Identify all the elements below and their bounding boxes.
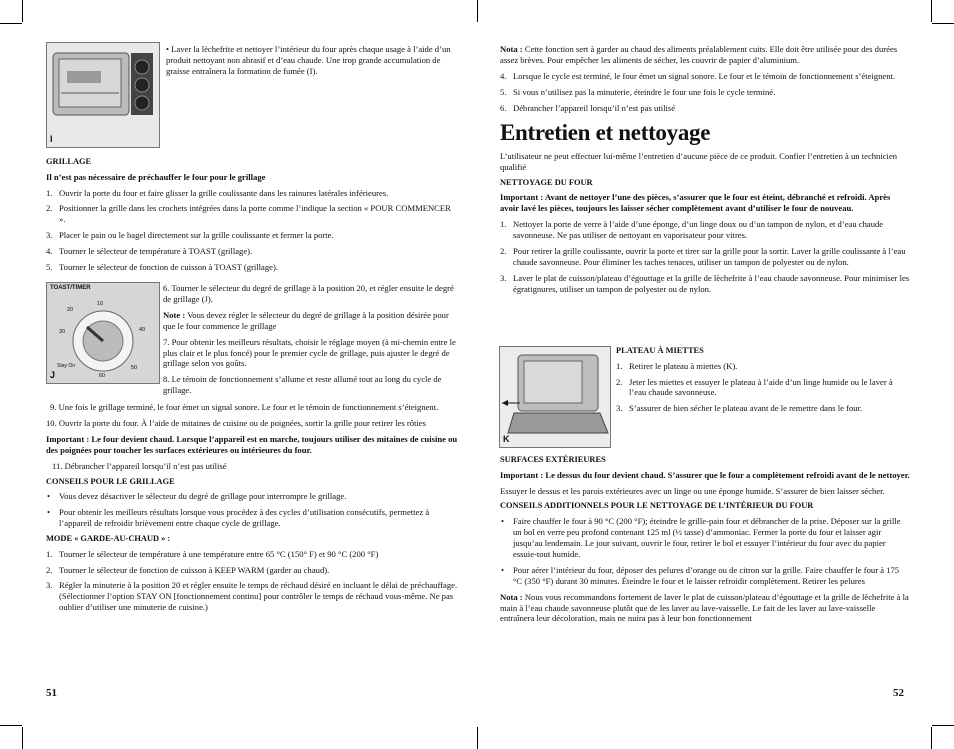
- note-text: Cette fonction sert à garder au chaud des aliments préalablement cuits. Elle doit être utilisée pour des durées assez brèves. Pour empêcher les aliments de sécher, les couvrir de papier d’aluminium.: [500, 44, 898, 65]
- tips-heading: CONSEILS POUR LE GRILLAGE: [46, 476, 175, 486]
- fig-i-text: [166, 44, 458, 82]
- dial-tick: 40: [139, 327, 146, 333]
- step-number: 5.: [500, 86, 507, 97]
- step-text: S’assurer de bien sécher le plateau avant de le remettre dans le four.: [629, 403, 863, 414]
- step-text: Tourner le sélecteur de fonction de cuisson à TOAST (grillage).: [59, 262, 278, 273]
- page-number-right: 52: [893, 687, 904, 699]
- oven-illustration-i: [46, 42, 160, 148]
- step-text: Nettoyer la porte de verre à l’aide d’une éponge, d’un linge doux ou d’un tampon de nylon, et d’eau chaude savonneuse. Ne pas utiliser de nettoyant en vaporisateur pour vitres.: [513, 219, 884, 241]
- crop-mark: [22, 727, 23, 749]
- note-bottom: [500, 592, 910, 625]
- step-number: 2.: [46, 564, 53, 575]
- left-column: [46, 157, 458, 278]
- step-text: Retirer le plateau à miettes (K).: [629, 360, 738, 371]
- crop-mark: [22, 0, 23, 22]
- list-item: [46, 565, 458, 576]
- right-column-lower: [500, 455, 910, 629]
- crumb-heading: PLATEAU À MIETTES: [616, 346, 704, 355]
- crop-mark: [931, 0, 932, 22]
- step-10: 10. Ouvrir la porte du four. À l’aide de mitaines de cuisine ou de poignées, sortir la grille pour retirer les rôties: [46, 417, 426, 428]
- warm-heading: MODE « GARDE-AU-CHAUD » :: [46, 533, 171, 543]
- dial-tick: 60: [99, 373, 106, 379]
- step-text: Jeter les miettes et essuyer le plateau à l’aide d’un linge humide ou le laver à l’eau chaude savonneuse.: [629, 376, 893, 398]
- step-number: 3.: [46, 230, 53, 241]
- step-number: 1.: [46, 548, 53, 559]
- list-item: [500, 87, 910, 98]
- grill-steps: [46, 188, 458, 273]
- clean-heading: NETTOYAGE DU FOUR: [500, 177, 593, 187]
- note-text: Vous devez régler le sélecteur du degré de grillage à la position désirée pour que le four commence le grillage: [163, 309, 449, 331]
- note-top: [500, 44, 910, 66]
- step-number: 2.: [616, 376, 623, 387]
- list-item: [500, 71, 910, 82]
- list-item: [46, 230, 458, 241]
- step-number: 4.: [500, 70, 507, 81]
- left-column-lower: [46, 402, 458, 618]
- toast-timer-dial-j: [46, 282, 160, 384]
- crop-mark: [0, 23, 22, 24]
- step-number: 5.: [46, 262, 53, 273]
- crumb-tray-illustration-k: [499, 346, 611, 448]
- list-item: [46, 188, 458, 199]
- intro-text: L’utilisateur ne peut effectuer lui-même l’entretien d’aucune pièce de ce produit. Confier l’entretien à un technicien qualifié: [500, 150, 898, 172]
- grill-note: Il n’est pas nécessaire de préchauffer le four pour le grillage: [46, 171, 266, 182]
- step-text: Tourner le sélecteur de fonction de cuisson à KEEP WARM (garder au chaud).: [59, 564, 330, 575]
- list-item: [46, 203, 458, 225]
- list-item: [46, 580, 458, 613]
- crop-mark: [0, 725, 22, 726]
- dial-tick: 30: [59, 329, 66, 335]
- important-hot: Important : Le four devient chaud. Lorsque l’appareil est en marche, toujours utiliser des mitaines de cuisine ou des poignées pour toucher les surfaces extérieures ou intérieures du four.: [46, 433, 458, 455]
- important-clean: Important : Avant de nettoyer l’une des pièces, s’assurer que le four est éteint, débranché et refroidi. Après avoir lavé les pièces, toujours les laisser sécher complètement avant d’utiliser le four de nouveau.: [500, 192, 891, 214]
- crop-mark: [477, 727, 478, 749]
- crop-mark: [931, 727, 932, 749]
- step-8: 8. Le témoin de fonctionnement s’allume et reste allumé tout au long du cycle de grillage.: [163, 374, 442, 396]
- dial-tick: 10: [97, 301, 104, 307]
- dial-stay-on: Stay On: [57, 363, 76, 369]
- step-text: Ouvrir la porte du four et faire glisser la grille coulissante dans les rainures latérales inférieures.: [59, 187, 389, 198]
- list-item: [616, 403, 908, 414]
- step-text: Si vous n’utilisez pas la minuterie, éteindre le four une fois le cycle terminé.: [513, 86, 776, 97]
- note-text: Nous vous recommandons fortement de laver le plat de cuisson/plateau d’égouttage et la grille de lèchefrite à la main à l’eau chaude savonneuse plutôt que de les laver au lave-vaisselle. Le fait de les laver au lave-vaisselle entraînera leur décoloration, mais ne nuira pas à leur bon fonctionnement: [500, 591, 909, 624]
- list-item: [616, 377, 908, 399]
- page-number-left: 51: [46, 687, 57, 699]
- figure-label: I: [50, 133, 53, 144]
- section-title: Entretien et nettoyage: [500, 119, 711, 145]
- list-item: • Faire chauffer le four à 90 °C (200 °F); éteindre le grille-pain four et débrancher de la prise. Déposer sur la grille un bol en verre peu profond contenant 125 ml (½ tasse) d’ammoniac. Fermer la porte du four et laisser agir jusqu’au lendemain. Le jour suivant, ouvrir le four, retirer le bol et essuyer l’intérieur du four avec du papier essuie-tout humide.: [501, 516, 901, 559]
- list-item: [46, 262, 458, 273]
- step-number: 4.: [46, 246, 53, 257]
- step-text: Lorsque le cycle est terminé, le four émet un signal sonore. Le four et le témoin de fonctionnement s’éteignent.: [513, 70, 896, 81]
- important-exterior: Important : Le dessus du four devient chaud. S’assurer que le four a complètement refroidi avant de le nettoyer.: [500, 469, 910, 480]
- step-number: 3.: [616, 403, 623, 414]
- step-text: Positionner la grille dans les crochets intégrées dans la porte comme l’indique la section « POUR COMMENCER ».: [59, 203, 451, 225]
- crumb-tray-block: [616, 346, 908, 419]
- step-number: 3.: [46, 580, 53, 591]
- crop-mark: [932, 725, 954, 726]
- step-text: Placer le pain ou le bagel directement sur la grille coulissante et fermer la porte.: [59, 230, 334, 241]
- step-number: 3.: [500, 272, 507, 283]
- step-text: Tourner le sélecteur de température à TOAST (grillage).: [59, 246, 253, 257]
- list-item: • Pour obtenir les meilleurs résultats lorsque vous procédez à des cycles d’utilisation consécutifs, permettez à l’appareil de refroidir brièvement entre chaque cycle de grillage.: [47, 507, 430, 529]
- list-item: [500, 103, 910, 114]
- dial-tick: 20: [67, 307, 74, 313]
- list-item: [500, 219, 910, 241]
- step-number: 2.: [500, 245, 507, 256]
- step-text: Laver le plat de cuisson/plateau d’égouttage et la grille de lèchefrite à l’eau chaude savonneuse. Pour minimiser les égratignures, utiliser un tampon de polyester ou de nylon.: [513, 272, 910, 294]
- step-7: 7. Pour obtenir les meilleurs résultats, choisir le réglage moyen (à mi-chemin entre le plus clair et le plus foncé) pour le premier cycle de grillage, puis ajuster le degré de grillage selon vos goûts.: [163, 336, 456, 369]
- list-item: [500, 273, 910, 295]
- fig-i-paragraph: • Laver la lèchefrite et nettoyer l’intérieur du four après chaque usage à l’aide d’un produit nettoyant non abrasif et d’eau chaude. Une trop grande accumulation de graisse entraînera la formation de fumée (I).: [166, 44, 451, 76]
- list-item: [46, 549, 458, 560]
- step-text: Tourner le sélecteur de température à une température entre 65 °C (150° F) et 90 °C (200 °F): [59, 548, 379, 559]
- note-label: Nota :: [500, 44, 523, 54]
- step-number: 2.: [46, 203, 53, 214]
- tip-text: Faire chauffer le four à 90 °C (200 °F); éteindre le grille-pain four et débrancher de la prise. Déposer sur la grille un bol en verre peu profond contenant 125 ml (½ tasse) d’ammoniac. Fermer la porte du four et laisser agir jusqu’au lendemain. Le jour suivant, ouvrir le four, retirer le bol et essuyer l’intérieur du four avec du papier essuie-tout humide.: [513, 516, 901, 559]
- step-9: 9. Une fois le grillage terminé, le four émet un signal sonore. Le four et le témoin de fonctionnement s’éteignent.: [50, 402, 439, 412]
- right-column: [500, 44, 910, 300]
- tip-text: Pour obtenir les meilleurs résultats lorsque vous procédez à des cycles d’utilisation consécutifs, permettez à l’appareil de refroidir brièvement entre chaque cycle de grillage.: [59, 507, 430, 529]
- list-item: • Vous devez désactiver le sélecteur du degré de grillage pour interrompre le grillage.: [47, 491, 347, 502]
- note-label: Nota :: [500, 591, 523, 602]
- step-text: Pour retirer la grille coulissante, ouvrir la porte et tirer sur la grille pour la sortir. Laver la grille coulissante à l’eau chaude savonneuse. Pour éliminer les taches tenaces, utiliser un tampon de polyester ou de nylon.: [513, 245, 906, 267]
- step-number: 1.: [46, 187, 53, 198]
- tip-text: Vous devez désactiver le sélecteur du degré de grillage pour interrompre le grillage.: [59, 491, 347, 502]
- dial-title: TOAST/TIMER: [50, 285, 91, 291]
- step-number: 1.: [616, 360, 623, 371]
- step-6: 6. Tourner le sélecteur du degré de grillage à la position 20, et régler ensuite le degré de grillage (J).: [163, 283, 454, 304]
- list-item: [500, 246, 910, 268]
- exterior-text: Essuyer le dessus et les parois extérieures avec un linge ou une éponge humide. S’assurer de bien laisser sécher.: [500, 485, 885, 496]
- list-item: [616, 361, 908, 372]
- step-text: Débrancher l’appareil lorsqu’il n’est pas utilisé: [513, 102, 676, 113]
- note-j: [163, 310, 458, 332]
- list-item: • Pour aérer l’intérieur du four, déposer des pelures d’orange ou de citron sur la grille. Faire chauffer le four à 175 °C (350 °F) durant 30 minutes. Éteindre le four et le laisser refroidir complètement. Retirer les pelures: [501, 564, 900, 586]
- figure-label: K: [503, 433, 510, 444]
- step-number: 6.: [500, 102, 507, 113]
- grill-heading: GRILLAGE: [46, 157, 92, 166]
- tip-text: Pour aérer l’intérieur du four, déposer des pelures d’orange ou de citron sur la grille. Faire chauffer le four à 175 °C (350 °F) durant 30 minutes. Éteindre le four et le laisser refroidir complètement. Retirer les pelures: [513, 564, 900, 586]
- note-label: Note :: [163, 309, 186, 320]
- tips-heading-2: CONSEILS ADDITIONNELS POUR LE NETTOYAGE DE L’INTÉRIEUR DU FOUR: [500, 501, 814, 511]
- step-number: 1.: [500, 219, 507, 230]
- step6-8-block: [163, 283, 458, 401]
- step-text: Régler la minuterie à la position 20 et régler ensuite le temps de réchaud désiré en incluant le délai de préchauffage. (Sélectionner l’option STAY ON [fonctionnement continu] pour contrôler le temps de réchaud vous-même. Ne pas oublier d’utiliser une minuterie de cuisine.): [59, 580, 458, 613]
- step-11: 11. Débrancher l’appareil lorsqu’il n’est pas utilisé: [52, 460, 227, 471]
- figure-label: J: [50, 369, 56, 380]
- exterior-heading: SURFACES EXTÉRIEURES: [500, 455, 606, 464]
- crop-mark: [932, 23, 954, 24]
- list-item: [46, 246, 458, 257]
- dial-tick: 50: [131, 365, 138, 371]
- crop-mark: [477, 0, 478, 22]
